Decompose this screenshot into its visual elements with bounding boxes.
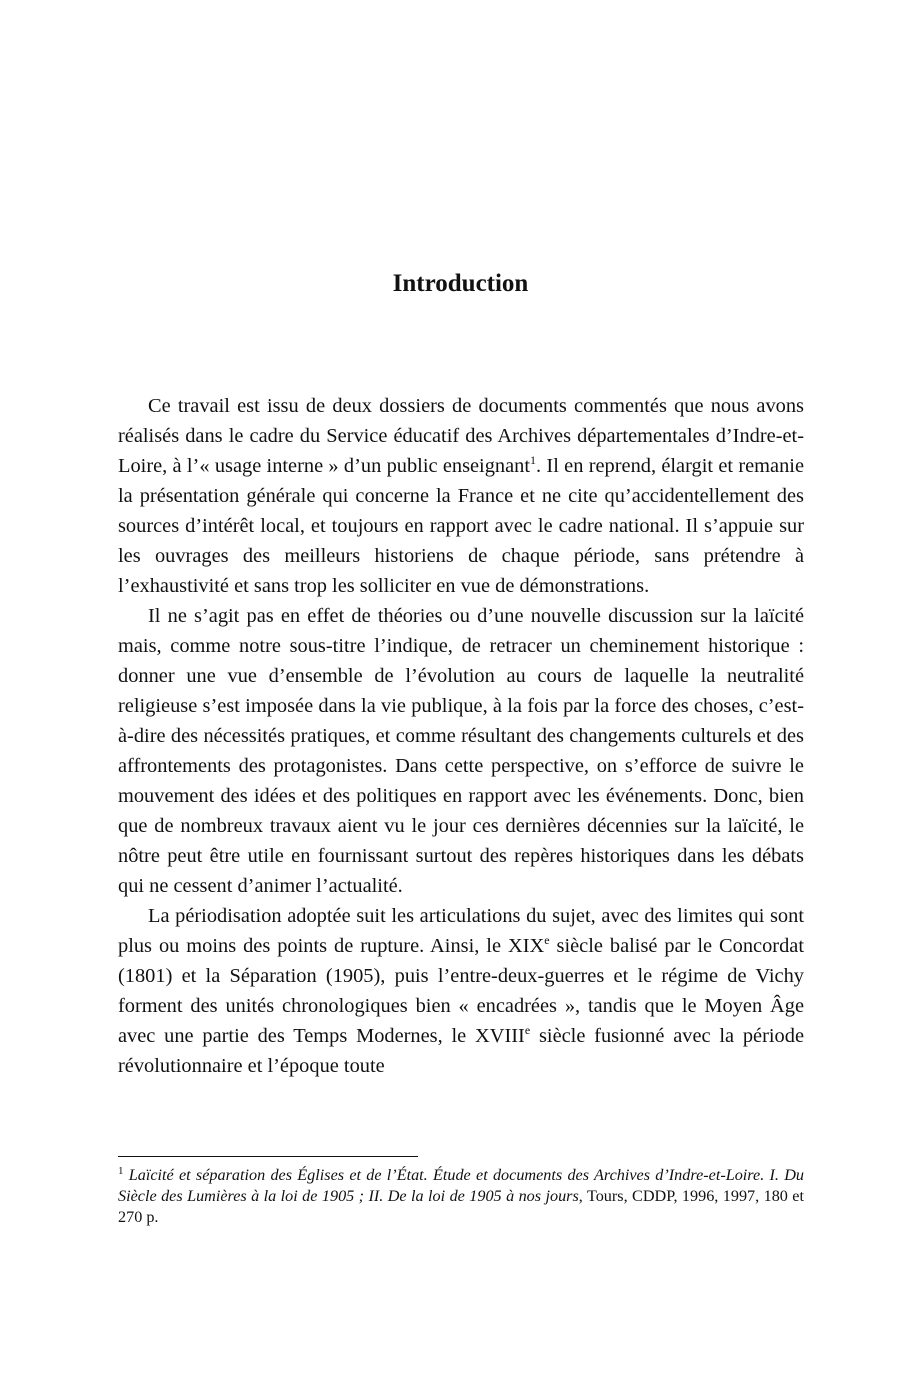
footnote-publication: , Tours, CDDP, 1996, 1997, 180 et 270 p. — [118, 1187, 804, 1226]
page-title: Introduction — [392, 270, 529, 297]
paragraph-3-text-2: siècle balisé par le Concordat (1801) et la Séparation (1905), puis l’entre-deux-guerres et le régime de Vichy forment des unités chronologiques bien « encadrées », tandis que le Moyen Âge avec une partie des Temps Modernes, le XVIII — [118, 935, 804, 1047]
paragraph-2: Il ne s’agit pas en effet de théories ou d’une nouvelle discussion sur la laïcité mais, comme notre sous-titre l’indique, de retracer un cheminement historique : donner une vue d’ensemble de l’évolution au cours de laquelle la neutralité religieuse s’est imposée dans la vie publique, à la fois par la force des choses, c’est-à-dire des nécessités pratiques, et comme résultant des changements culturels et des affrontements des protagonistes. Dans cette perspective, on s’efforce de suivre le mouvement des idées et des politiques en rapport avec les événements. Donc, bien que de nombreux travaux aient vu le jour ces dernières décennies sur la laïcité, le nôtre peut être utile en fournissant surtout des repères historiques dans les débats qui ne cessent d’animer l’actualité. — [118, 605, 804, 897]
body-text — [118, 391, 804, 1081]
superscript-e-2: e — [524, 1023, 531, 1037]
paragraph-3-text-3: siècle fusionné avec la période révolutionnaire et l’époque toute — [118, 1025, 804, 1077]
superscript-e: e — [544, 933, 550, 947]
paragraph-1-text: Ce travail est issu de deux dossiers de documents commentés que nous avons réalisés dans le cadre du Service éducatif des Archives départementales d’Indre-et-Loire, à l’« usage interne » d’un public enseignant — [118, 395, 804, 477]
footnote — [118, 1165, 804, 1228]
paragraph-3 — [118, 901, 804, 1081]
paragraph-3-text: La périodisation adoptée suit les articulations du sujet, avec des limites qui sont plus ou moins des points de rupture. Ainsi, le XIX — [118, 905, 804, 957]
footnote-title: Laïcité et séparation des Églises et de l’État. Étude et documents des Archives d’Indre-et-Loire. I. Du Siècle des Lumières à la loi de 1905 ; II. De la loi de 1905 à nos jours — [118, 1166, 804, 1205]
paragraph-1-continuation: . Il en reprend, élargit et remanie la présentation générale qui concerne la France et ne cite qu’accidentellement des sources d’intérêt local, et toujours en rapport avec le cadre national. Il s’appuie sur les ouvrages des meilleurs historiens de chaque période, sans prétendre à l’exhaustivité et sans trop les solliciter en vue de démonstrations. — [118, 455, 805, 597]
footnote-reference: 1 — [530, 453, 537, 467]
footnote-divider — [118, 1156, 418, 1157]
paragraph-1 — [118, 391, 804, 601]
footnote-number: 1 — [118, 1165, 124, 1177]
